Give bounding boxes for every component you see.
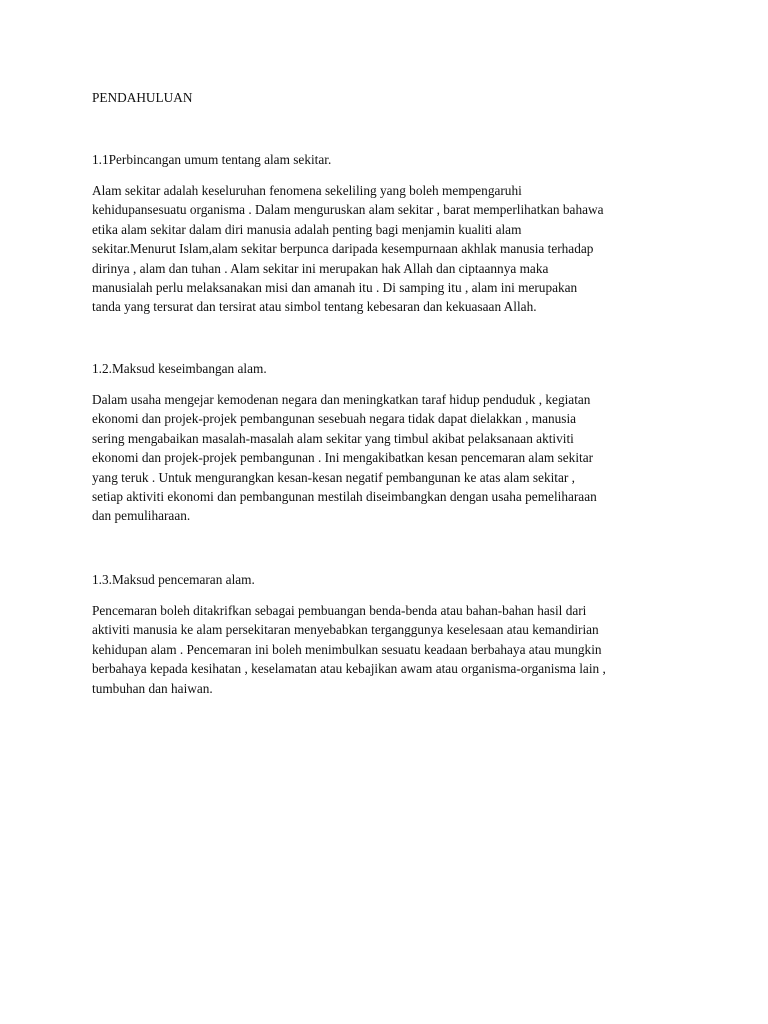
section-paragraph-1-3	[92, 601, 606, 698]
paragraph-line: dan pemuliharaan.	[92, 508, 191, 524]
section-heading-1-3: 1.3.Maksud pencemaran alam.	[92, 572, 255, 587]
paragraph-line: ekonomi dan projek-projek pembangunan . Ini mengakibatkan kesan pencemaran alam sekitar	[92, 450, 594, 466]
paragraph-line: sekitar.Menurut Islam,alam sekitar berpunca daripada kesempurnaan akhlak manusia terhadap	[92, 241, 594, 257]
paragraph-line: Pencemaran boleh ditakrifkan sebagai pembuangan benda-benda atau bahan-bahan hasil dari	[92, 603, 587, 618]
paragraph-line: Dalam usaha mengejar kemodenan negara dan meningkatkan taraf hidup penduduk , kegiatan	[92, 392, 591, 407]
document-title: PENDAHULUAN	[92, 90, 193, 105]
paragraph-line: yang teruk . Untuk mengurangkan kesan-kesan negatif pembangunan ke atas alam sekitar ,	[92, 469, 575, 485]
paragraph-line: dirinya , alam dan tuhan . Alam sekitar ini merupakan hak Allah dan ciptaannya maka	[92, 260, 549, 276]
section-paragraph-1-2	[92, 390, 597, 526]
paragraph-line: tumbuhan dan haiwan.	[92, 680, 213, 696]
section-paragraph-1-1	[92, 181, 604, 317]
paragraph-line: setiap aktiviti ekonomi dan pembangunan mestilah diseimbangkan dengan usaha pemeliharaan	[92, 489, 597, 505]
paragraph-line: tanda yang tersurat dan tersirat atau simbol tentang kebesaran dan kekuasaan Allah.	[92, 299, 537, 315]
paragraph-line: aktiviti manusia ke alam persekitaran menyebabkan terganggunya keselesaan atau kemandirian	[92, 622, 599, 638]
paragraph-line: kehidupan alam . Pencemaran ini boleh menimbulkan sesuatu keadaan berbahaya atau mungkin	[92, 641, 602, 657]
paragraph-line: ekonomi dan projek-projek pembangunan sesebuah negara tidak dapat dielakkan , manusia	[92, 411, 577, 427]
section-heading-1-1: 1.1Perbincangan umum tentang alam sekitar.	[92, 152, 332, 167]
paragraph-line: sering mengabaikan masalah-masalah alam sekitar yang timbul akibat pelaksanaan aktiviti	[92, 430, 574, 446]
paragraph-line: etika alam sekitar dalam diri manusia adalah penting bagi menjamin kualiti alam	[92, 221, 522, 237]
paragraph-line: berbahaya kepada kesihatan , keselamatan atau kebajikan awam atau organisma-organisma lain ,	[92, 661, 606, 677]
section-heading-1-2: 1.2.Maksud keseimbangan alam.	[92, 361, 267, 376]
paragraph-line: Alam sekitar adalah keseluruhan fenomena sekeliling yang boleh mempengaruhi	[92, 183, 522, 198]
paragraph-line: kehidupansesuatu organisma . Dalam menguruskan alam sekitar , barat memperlihatkan bahawa	[92, 202, 604, 218]
paragraph-line: manusialah perlu melaksanakan misi dan amanah itu . Di samping itu , alam ini merupakan	[92, 280, 578, 296]
